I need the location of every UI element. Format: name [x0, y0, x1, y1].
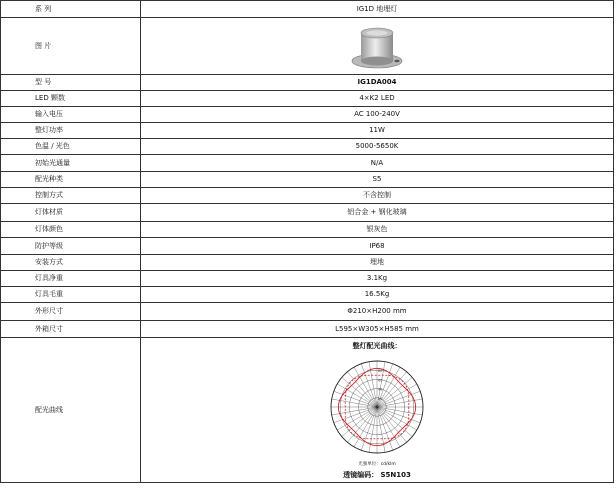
polar-unit: 光强单位：cd/klm [358, 462, 396, 468]
spec-value: 银灰色 [141, 222, 614, 238]
spec-row [1, 238, 614, 255]
spec-label: 外形尺寸 [1, 303, 141, 321]
spec-row [1, 172, 614, 188]
spec-value: 4×K2 LED [141, 91, 614, 107]
spec-label: 初始光通量 [1, 155, 141, 172]
spec-label: 控制方式 [1, 188, 141, 204]
spec-value: 11W [141, 123, 614, 139]
spec-value: 16.5Kg [141, 287, 614, 303]
spec-label: LED 颗数 [1, 91, 141, 107]
curve-cell [141, 338, 614, 483]
series-value: IG1D 地埋灯 [141, 1, 614, 18]
spec-value: S5 [141, 172, 614, 188]
polar-chart [317, 351, 437, 465]
picture-row [1, 18, 614, 75]
polar-ring-label: 20 [378, 397, 383, 402]
polar-ring-label: 80 [378, 369, 383, 374]
spec-row [1, 204, 614, 222]
polar-ring-label: 60 [378, 378, 383, 383]
spec-label: 整灯功率 [1, 123, 141, 139]
spec-row [1, 222, 614, 238]
spec-row [1, 303, 614, 321]
polar-diagram [141, 341, 613, 479]
spec-value: L595×W305×H585 mm [141, 321, 614, 338]
spec-value: N/A [141, 155, 614, 172]
spec-row [1, 255, 614, 271]
curve-row [1, 338, 614, 483]
picture-label: 图 片 [1, 18, 141, 75]
spec-value: AC 100-240V [141, 107, 614, 123]
spec-value: IP68 [141, 238, 614, 255]
spec-value: IG1DA004 [141, 75, 614, 91]
curve-label: 配光曲线 [1, 338, 141, 483]
spec-row [1, 75, 614, 91]
spec-row [1, 271, 614, 287]
spec-row [1, 91, 614, 107]
spec-label: 防护等级 [1, 238, 141, 255]
spec-value: 铝合金 + 钢化玻璃 [141, 204, 614, 222]
spec-label: 输入电压 [1, 107, 141, 123]
spec-label: 灯具净重 [1, 271, 141, 287]
spec-row [1, 188, 614, 204]
spec-value: Φ210×H200 mm [141, 303, 614, 321]
picture-cell [141, 18, 614, 75]
spec-label: 配光种类 [1, 172, 141, 188]
spec-value: 3.1Kg [141, 271, 614, 287]
lens-code: 透镜编码： S5N103 [343, 470, 411, 479]
polar-ring-label: 40 [378, 387, 383, 392]
spec-label: 外箱尺寸 [1, 321, 141, 338]
spec-label: 灯体材质 [1, 204, 141, 222]
spec-label: 灯具毛重 [1, 287, 141, 303]
spec-value: 5000-5650K [141, 139, 614, 155]
series-row [1, 1, 614, 18]
spec-row [1, 123, 614, 139]
spec-label: 灯体颜色 [1, 222, 141, 238]
spec-row [1, 107, 614, 123]
underground-lamp-photo [347, 23, 407, 71]
spec-row [1, 139, 614, 155]
spec-row [1, 321, 614, 338]
spec-row [1, 287, 614, 303]
spec-value: 不含控制 [141, 188, 614, 204]
spec-label: 型 号 [1, 75, 141, 91]
polar-title: 整灯配光曲线： [352, 342, 402, 351]
series-label: 系 列 [1, 1, 141, 18]
spec-value: 埋地 [141, 255, 614, 271]
spec-row [1, 155, 614, 172]
spec-label: 色温 / 光色 [1, 139, 141, 155]
spec-label: 安装方式 [1, 255, 141, 271]
